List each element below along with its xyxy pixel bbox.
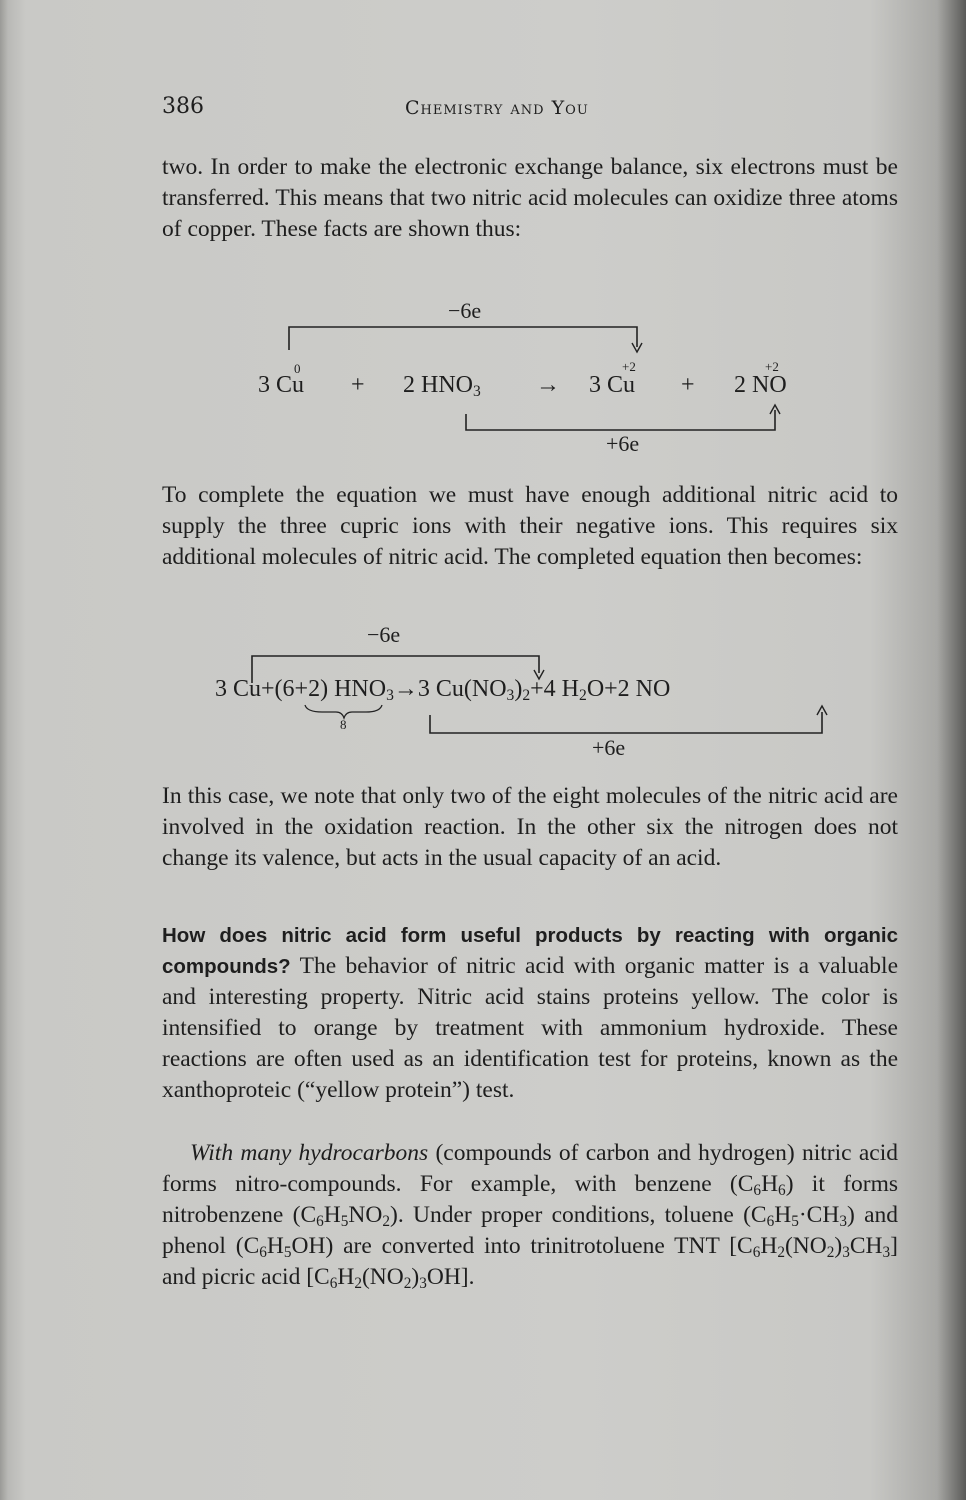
- brace-sum-label: 8: [340, 717, 347, 732]
- eq1-plus-1: +: [351, 372, 365, 398]
- paragraph-4: How does nitric acid form useful products by reacting with organic compounds? The behavior of nitric acid with organic matter is a valuable and interesting property. Nitric acid stains proteins yellow. The color is intensified to orange by treatment with ammonium hydroxide. These reactions are often used as an identification test for proteins, known as the xanthoproteic (“yellow protein”) test.: [162, 924, 898, 1103]
- ox-state-cu-product: +2: [622, 359, 636, 374]
- eq1-term-cu: 3 Cu: [258, 372, 305, 398]
- electrons-gained-label: +6e: [606, 431, 640, 456]
- page-number: 386: [162, 94, 204, 119]
- ox-state-cu-reactant: 0: [294, 361, 301, 376]
- electrons-gained-label-2: +6e: [592, 735, 626, 760]
- eq1-arrow: →: [536, 372, 560, 398]
- electrons-lost-label: −6e: [448, 298, 482, 323]
- electrons-lost-label-2: −6e: [367, 622, 401, 647]
- ox-state-no: +2: [765, 359, 779, 374]
- eq1-term-cu-product: 3 Cu: [589, 372, 636, 398]
- paragraph-3: In this case, we note that only two of the eight molecules of the nitric acid are involved in the oxidation reaction. In the other six the nitrogen does not change its valence, but acts in the usual capacity of an acid.: [162, 783, 898, 871]
- paragraph-1: two. In order to make the electronic exchange balance, six electrons must be transferred. This means that two nitric acid molecules can oxidize three atoms of copper. These facts are shown thus:: [162, 154, 898, 242]
- section-question-heading: How does nitric acid form useful products by reacting with organic compounds?: [162, 924, 898, 978]
- eq1-term-no: 2 NO: [734, 372, 787, 398]
- paragraph-2: To complete the equation we must have enough additional nitric acid to supply the three cupric ions with their negative ions. This requires six additional molecules of nitric acid. The completed equation then becomes:: [162, 482, 898, 570]
- eq1-plus-2: +: [681, 372, 695, 398]
- eq2-completed-equation: 3 Cu+(6+2) $HNO_3\to 3$ $Cu(NO_3)_2+4$ $H_2O+2$ NO: [215, 676, 671, 704]
- paragraph-5: With many hydrocarbons (compounds of carbon and hydrogen) nitric acid forms nitro-compounds. For example, with benzene $(C_6H_6)$ it forms nitrobenzene $(C_6H_5NO_2)$. Under proper conditions, toluene $(C_6H_5\cdot CH_3)$ and phenol $(C_6H_5OH)$ are converted into trinitrotoluene TNT $[C_6H_2(NO_2)_3CH_3]$ and picric acid $[C_6H_2(NO_2)_3OH]$.: [162, 1140, 898, 1292]
- eq1-term-hno3: 2 $HNO_3$: [403, 372, 481, 400]
- running-title: Chemistry and You: [405, 97, 589, 119]
